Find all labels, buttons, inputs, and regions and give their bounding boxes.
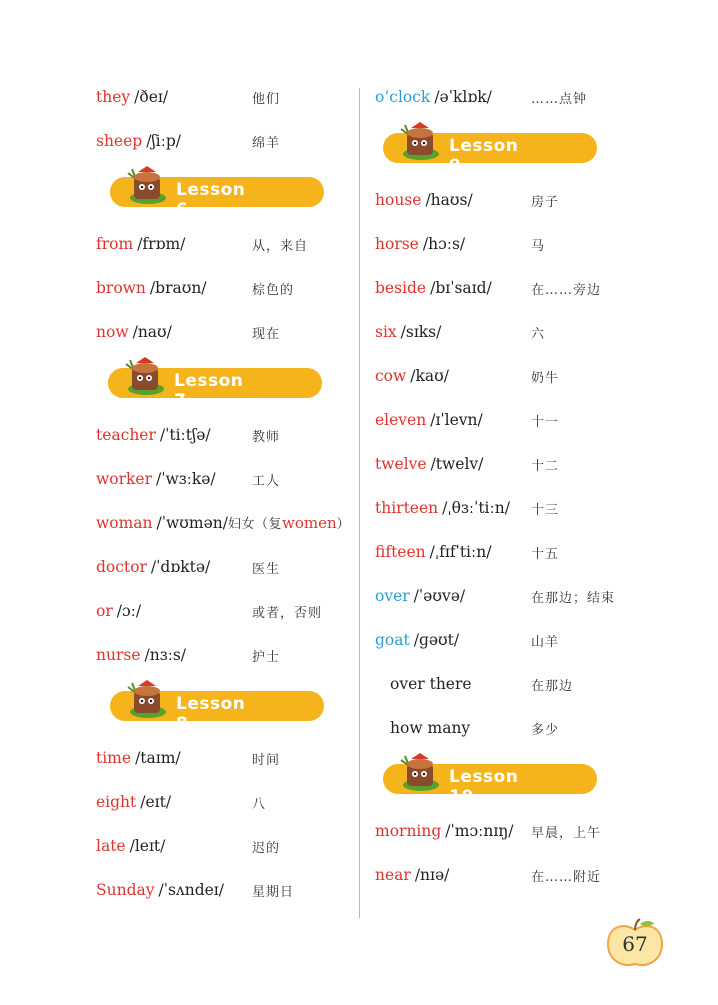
vocab-word: sheep xyxy=(96,132,143,150)
vocab-word: goat xyxy=(375,631,410,649)
vocab-meaning xyxy=(228,513,350,532)
vocab-word: time xyxy=(96,749,132,767)
vocab-word: from xyxy=(96,235,134,253)
lesson-title: Lesson 10 xyxy=(449,767,519,807)
vocab-entry xyxy=(375,188,473,212)
vocab-meaning: 从，来自 xyxy=(252,239,309,254)
vocab-ipa: /ɡəʊt/ xyxy=(413,631,460,649)
vocab-meaning: 十二 xyxy=(531,459,560,474)
vocab-meaning: 奶牛 xyxy=(531,371,560,386)
vocab-word: or xyxy=(96,602,113,620)
vocab-ipa: /taɪm/ xyxy=(135,749,181,767)
vocab-meaning: ……点钟 xyxy=(531,92,588,107)
vocab-entry xyxy=(96,85,168,109)
vocab-entry xyxy=(96,232,185,256)
vocab-word: nurse xyxy=(96,646,141,664)
tree-stump-mascot-icon xyxy=(122,679,168,721)
vocab-meaning-close: ） xyxy=(336,517,351,532)
vocab-ipa: /nɜːs/ xyxy=(144,646,187,664)
vocab-word: late xyxy=(96,837,126,855)
vocab-ipa: /eɪt/ xyxy=(140,793,172,811)
phrase-text: how many xyxy=(390,719,471,737)
vocab-meaning: 在……附近 xyxy=(531,870,602,885)
vocab-meaning: 绵羊 xyxy=(252,136,281,151)
vocab-meaning: 马 xyxy=(531,239,546,254)
vocab-ipa: /bɪˈsaɪd/ xyxy=(430,279,492,297)
vocab-ipa: /twelv/ xyxy=(430,455,484,473)
vocab-entry xyxy=(375,819,514,843)
vocab-ipa: /ˈdɒktə/ xyxy=(150,558,211,576)
vocab-meaning: 教师 xyxy=(252,430,281,445)
vocab-word: worker xyxy=(96,470,152,488)
vocab-meaning: 山羊 xyxy=(531,635,560,650)
vocab-ipa: /nɪə/ xyxy=(414,866,450,884)
vocab-meaning: 迟的 xyxy=(252,841,281,856)
vocab-entry xyxy=(96,790,171,814)
vocab-word: horse xyxy=(375,235,419,253)
vocab-entry xyxy=(96,276,207,300)
vocab-entry xyxy=(96,834,165,858)
tree-stump-mascot-icon xyxy=(395,121,441,163)
vocab-meaning: 在那边；结束 xyxy=(531,591,616,606)
vocab-entry xyxy=(96,643,186,667)
vocab-ipa: /frɒm/ xyxy=(137,235,186,253)
vocab-word: thirteen xyxy=(375,499,439,517)
vocab-ipa: /ˈwʊmən/ xyxy=(156,514,228,532)
vocab-word: cow xyxy=(375,367,407,385)
lesson-title: Lesson 8 xyxy=(176,694,246,734)
vocab-entry xyxy=(375,408,483,432)
vocab-meaning: 星期日 xyxy=(252,885,295,900)
phrase-meaning: 多少 xyxy=(531,723,560,738)
vocab-entry xyxy=(375,496,510,520)
vocab-meaning: 护士 xyxy=(252,650,281,665)
page-number-badge xyxy=(604,918,666,970)
vocab-meaning: 或者，否则 xyxy=(252,606,323,621)
vocab-meaning: 十一 xyxy=(531,415,560,430)
vocab-meaning: 在……旁边 xyxy=(531,283,602,298)
vocab-entry xyxy=(375,628,459,652)
vocab-entry xyxy=(96,129,181,153)
vocab-ipa: /ˈsʌndeɪ/ xyxy=(158,881,224,899)
phrase-meaning: 在那边 xyxy=(531,679,574,694)
vocab-meaning: 棕色的 xyxy=(252,283,295,298)
vocab-word: they xyxy=(96,88,131,106)
vocab-meaning: 六 xyxy=(531,327,546,342)
vocab-meaning: 他们 xyxy=(252,92,281,107)
vocab-word: twelve xyxy=(375,455,427,473)
vocab-meaning: 工人 xyxy=(252,474,281,489)
lesson-title: Lesson 6 xyxy=(176,180,246,220)
vocab-ipa: /ˌfɪfˈtiːn/ xyxy=(429,543,492,561)
vocab-ipa: /ʃiːp/ xyxy=(146,132,181,150)
vocab-ipa: /ˈmɔːnɪŋ/ xyxy=(445,822,514,840)
tree-stump-mascot-icon xyxy=(120,356,166,398)
tree-stump-mascot-icon xyxy=(395,752,441,794)
vocab-entry xyxy=(96,599,141,623)
vocab-entry xyxy=(96,320,172,344)
vocab-ipa: /ɔː/ xyxy=(116,602,142,620)
vocab-meaning: 医生 xyxy=(252,562,281,577)
vocab-word: morning xyxy=(375,822,442,840)
vocab-word: beside xyxy=(375,279,427,297)
vocab-meaning: 房子 xyxy=(531,195,560,210)
vocab-entry xyxy=(375,276,492,300)
vocab-ipa: /naʊ/ xyxy=(132,323,172,341)
vocab-entry xyxy=(96,746,181,770)
vocab-ipa: /sɪks/ xyxy=(400,323,442,341)
vocab-ipa: /ɪˈlevn/ xyxy=(430,411,483,429)
plural-form: women xyxy=(282,514,337,532)
vocab-word: house xyxy=(375,191,422,209)
vocab-word: over xyxy=(375,587,410,605)
vocab-word: near xyxy=(375,866,411,884)
vocab-meaning: 现在 xyxy=(252,327,281,342)
vocab-word: doctor xyxy=(96,558,147,576)
phrase-text: over there xyxy=(390,675,472,693)
vocab-entry xyxy=(375,540,491,564)
vocab-ipa: /ˈwɜːkə/ xyxy=(155,470,216,488)
phrase-entry xyxy=(390,716,470,740)
vocab-ipa: /ˌθɜːˈtiːn/ xyxy=(442,499,510,517)
vocab-meaning: 十三 xyxy=(531,503,560,518)
vocab-ipa: /ˈəʊvə/ xyxy=(413,587,466,605)
vocab-entry xyxy=(375,452,483,476)
vocab-ipa: /leɪt/ xyxy=(129,837,166,855)
vocab-word: Sunday xyxy=(96,881,155,899)
lesson-title: Lesson 7 xyxy=(174,371,244,411)
vocab-ipa: /kaʊ/ xyxy=(410,367,449,385)
vocab-ipa: /əˈklɒk/ xyxy=(434,88,492,106)
tree-stump-mascot-icon xyxy=(122,165,168,207)
vocab-word: o’clock xyxy=(375,88,431,106)
vocab-word: now xyxy=(96,323,129,341)
vocab-entry xyxy=(96,511,228,535)
vocab-meaning: 早晨，上午 xyxy=(531,826,602,841)
vocab-entry xyxy=(375,584,465,608)
vocab-ipa: /ðeɪ/ xyxy=(134,88,169,106)
page-number: 67 xyxy=(622,932,648,956)
phrase-entry xyxy=(390,672,472,696)
vocab-word: eight xyxy=(96,793,137,811)
vocab-entry xyxy=(96,467,216,491)
vocab-ipa: /haʊs/ xyxy=(425,191,473,209)
vocab-ipa: /braʊn/ xyxy=(149,279,207,297)
lesson-title: Lesson 9 xyxy=(449,136,519,176)
vocab-entry xyxy=(96,878,224,902)
vocab-entry xyxy=(96,555,210,579)
column-divider xyxy=(359,88,360,918)
vocab-word: eleven xyxy=(375,411,427,429)
vocab-ipa: /hɔːs/ xyxy=(422,235,466,253)
vocab-entry xyxy=(375,320,441,344)
vocab-entry xyxy=(375,364,449,388)
vocab-meaning: 时间 xyxy=(252,753,281,768)
vocab-word: woman xyxy=(96,514,153,532)
vocab-word: six xyxy=(375,323,397,341)
vocab-entry xyxy=(96,423,211,447)
vocab-meaning-text: 妇女（复 xyxy=(228,517,283,532)
vocab-meaning: 十五 xyxy=(531,547,560,562)
vocab-word: teacher xyxy=(96,426,156,444)
vocab-ipa: /ˈtiːtʃə/ xyxy=(159,426,211,444)
vocab-meaning: 八 xyxy=(252,797,267,812)
vocab-entry xyxy=(375,232,465,256)
vocab-entry xyxy=(375,863,449,887)
vocab-word: brown xyxy=(96,279,146,297)
vocab-word: fifteen xyxy=(375,543,426,561)
vocab-entry xyxy=(375,85,492,109)
